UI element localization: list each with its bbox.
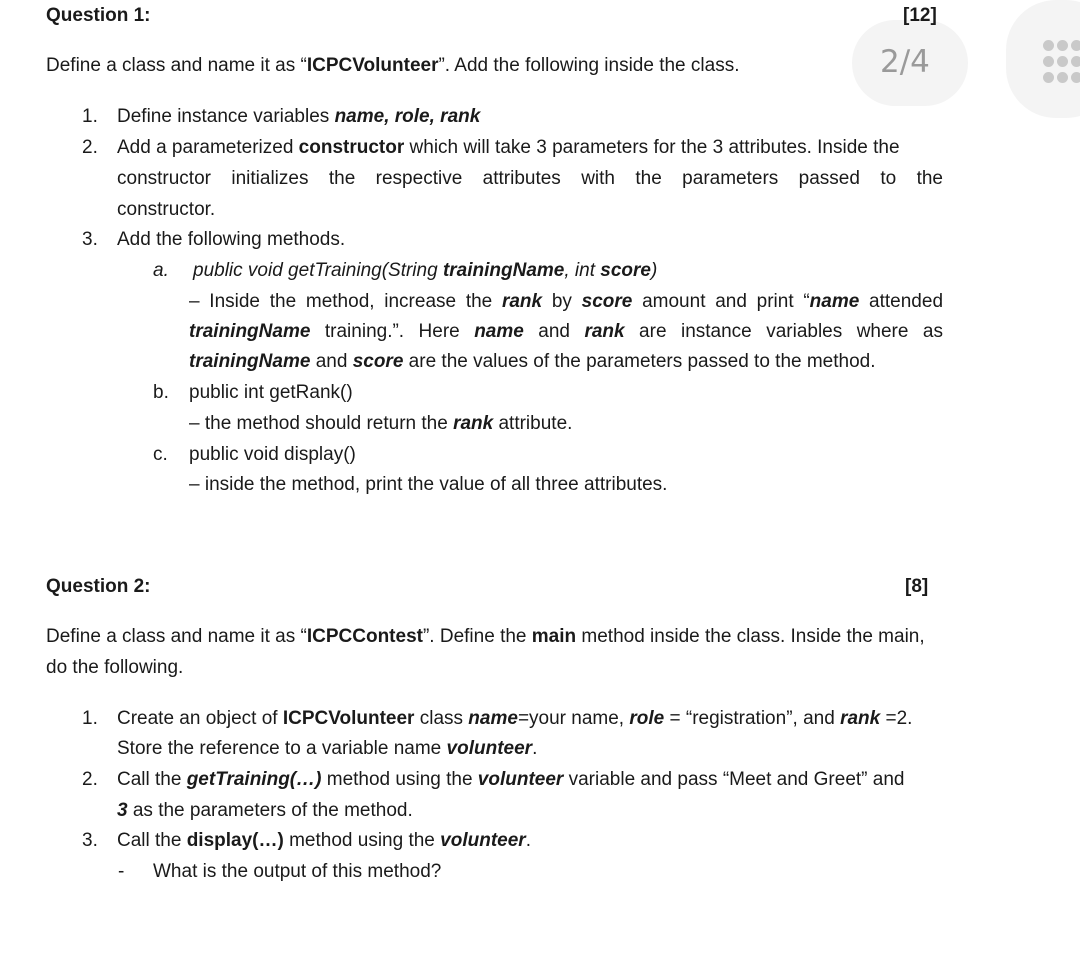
- menu-dot: [1043, 40, 1054, 51]
- q1-item-2-line-1: Add a parameterized constructor which will take 3 parameters for the 3 attributes. Inside the: [117, 137, 900, 158]
- page-indicator: 2/4: [880, 44, 930, 80]
- question-1-title: Question 1:: [46, 5, 151, 26]
- menu-dot: [1071, 72, 1080, 83]
- method-c-signature: public void display(): [189, 444, 356, 465]
- menu-dot: [1071, 56, 1080, 67]
- list-number: 2.: [82, 137, 98, 158]
- list-number: 3.: [82, 830, 98, 851]
- method-b-desc: – the method should return the rank attribute.: [189, 413, 573, 434]
- q2-item-2-line-1: Call the getTraining(…) method using the volunteer variable and pass “Meet and Greet” and: [117, 769, 905, 790]
- method-b-signature: public int getRank(): [189, 382, 353, 403]
- sub-letter: b.: [153, 382, 169, 403]
- q2-item-3-question: What is the output of this method?: [153, 861, 442, 882]
- q1-item-1: Define instance variables name, role, rank: [117, 106, 481, 127]
- menu-button[interactable]: [1006, 0, 1080, 118]
- q1-item-3: Add the following methods.: [117, 229, 346, 250]
- menu-dot: [1057, 56, 1068, 67]
- menu-dot: [1057, 40, 1068, 51]
- question-2-intro-line-1: Define a class and name it as “ICPCContest”. Define the main method inside the class. Inside the main,: [46, 626, 925, 647]
- menu-dot: [1043, 72, 1054, 83]
- q2-item-2-line-2: 3 as the parameters of the method.: [117, 800, 413, 821]
- question-2-marks: [8]: [905, 576, 929, 597]
- question-2-intro-line-2: do the following.: [46, 657, 184, 678]
- q1-item-2-line-3: constructor.: [117, 199, 216, 220]
- method-a-desc-line-3: trainingName and score are the values of the parameters passed to the method.: [189, 351, 876, 372]
- question-2-title: Question 2:: [46, 576, 151, 597]
- question-1-marks: [12]: [903, 5, 937, 26]
- method-a-desc-line-2: trainingName training.”. Here name and rank are instance variables where as: [189, 321, 943, 342]
- list-number: 1.: [82, 708, 98, 729]
- menu-dot: [1057, 72, 1068, 83]
- list-number: 1.: [82, 106, 98, 127]
- q2-item-1-line-1: Create an object of ICPCVolunteer class name=your name, role = “registration”, and rank =2.: [117, 708, 913, 729]
- method-c-desc: – inside the method, print the value of all three attributes.: [189, 474, 668, 495]
- q2-item-1-line-2: Store the reference to a variable name volunteer.: [117, 738, 538, 759]
- list-number: 2.: [82, 769, 98, 790]
- q2-item-3: Call the display(…) method using the volunteer.: [117, 830, 531, 851]
- sub-letter: c.: [153, 444, 168, 465]
- menu-dot: [1071, 40, 1080, 51]
- method-a-signature: public void getTraining(String trainingName, int score): [193, 260, 658, 281]
- sub-bullet: -: [118, 861, 125, 882]
- menu-dot: [1043, 56, 1054, 67]
- list-number: 3.: [82, 229, 98, 250]
- sub-letter: a.: [153, 260, 169, 281]
- question-1-intro: Define a class and name it as “ICPCVolunteer”. Add the following inside the class.: [46, 55, 740, 76]
- q1-item-2-line-2: constructor initializes the respective attributes with the parameters passed to the: [117, 168, 943, 189]
- method-a-desc-line-1: – Inside the method, increase the rank by score amount and print “name attended: [189, 291, 944, 312]
